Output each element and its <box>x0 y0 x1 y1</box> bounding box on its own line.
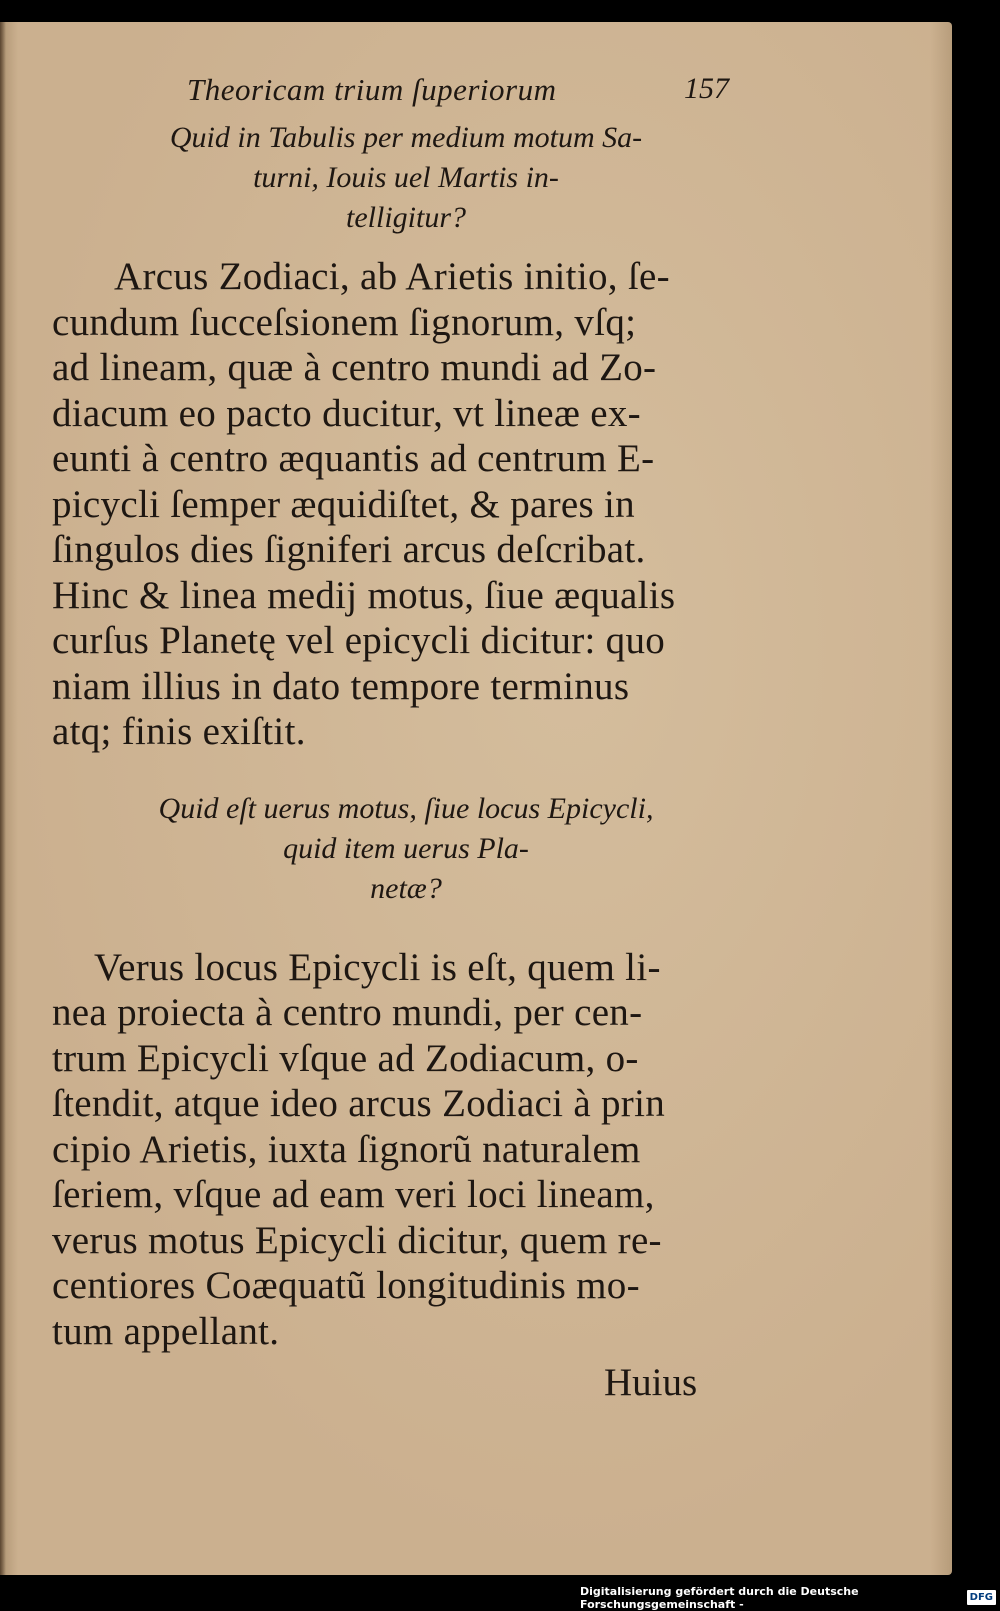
text-line: niam illius in dato tempore terminus <box>52 664 630 708</box>
question-line: quid item uerus Pla- <box>283 831 529 865</box>
question-line: turni, Iouis uel Martis in- <box>253 161 559 194</box>
text-line: curſus Planetę vel epicycli dicitur: quo <box>52 619 666 662</box>
text-line: Verus locus Epicycli is eſt, quem li- <box>94 945 661 989</box>
text-line: centiores Coæquatũ longitudinis mo- <box>52 1264 640 1307</box>
page-spine-shadow <box>0 22 6 1575</box>
credit-text: Digitalisierung gefördert durch die Deutsche Forschungsgemeinschaft - <box>580 1584 859 1611</box>
page-text <box>52 58 742 1404</box>
question-line: Quid in Tabulis per medium motum Sa- <box>169 121 643 154</box>
question-heading-2 <box>52 789 742 909</box>
dfg-logo: DFG <box>967 1590 996 1605</box>
text-line: picycli ſemper æquidiſtet, & pares in <box>52 482 635 526</box>
text-line: cundum ſucceſsionem ſignorum, vſq; <box>52 300 637 344</box>
text-line: atq; finis exiſtit. <box>52 710 306 753</box>
text-line: diacum eo pacto ducitur, vt lineæ ex- <box>52 391 641 435</box>
running-title: Theoricam trium ſuperiorum <box>187 72 557 107</box>
answer-paragraph-2 <box>52 945 742 1355</box>
catchword: Huius <box>604 1361 698 1404</box>
text-line: Arcus Zodiaci, ab Arietis initio, ſe- <box>114 255 670 298</box>
digitization-credit <box>580 1584 1000 1611</box>
text-line: trum Epicycli vſque ad Zodiacum, o- <box>52 1036 639 1080</box>
question-heading-1 <box>52 118 742 238</box>
text-line: ſtendit, atque ideo arcus Zodiaci à prin <box>52 1082 666 1125</box>
text-line: cipio Arietis, iuxta ſignorũ naturalem <box>52 1127 641 1171</box>
question-line: netæ? <box>370 871 442 905</box>
text-line: tum appellant. <box>52 1309 280 1353</box>
text-line: ſingulos dies ſigniferi arcus deſcribat. <box>52 528 646 571</box>
text-line: ad lineam, quæ à centro mundi ad Zo- <box>52 346 657 389</box>
text-line: ſeriem, vſque ad eam veri loci lineam, <box>52 1173 655 1216</box>
text-line: nea proiecta à centro mundi, per cen- <box>52 991 643 1034</box>
page-number: 157 <box>684 72 729 105</box>
text-line: eunti à centro æquantis ad centrum E- <box>52 437 655 480</box>
text-line: Hinc & linea medij motus, ſiue æqualis <box>52 573 676 617</box>
question-line: Quid eſt uerus motus, ſiue locus Epicycli, <box>158 791 654 825</box>
text-line: verus motus Epicycli dicitur, quem re- <box>52 1218 662 1262</box>
question-line: telligitur? <box>346 201 466 234</box>
running-head <box>52 58 742 108</box>
answer-paragraph-1 <box>52 254 742 755</box>
